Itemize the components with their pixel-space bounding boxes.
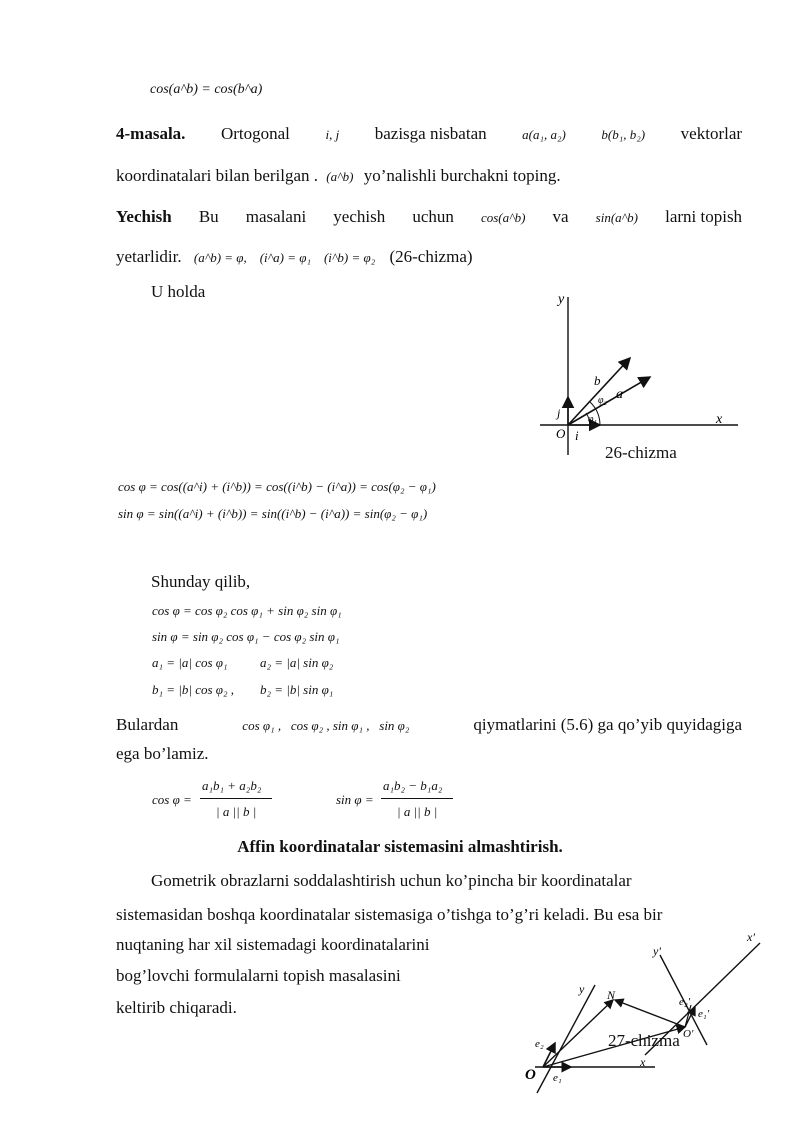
paragraph-line-3: nuqtaning har xil sistemadagi koordinatalarini <box>116 935 430 954</box>
fig27-label-e1p: e₁' <box>698 1008 710 1020</box>
fig27-label-e1: e₁ <box>553 1072 562 1084</box>
final-sin-lhs: sin φ = <box>336 792 374 807</box>
solution-word: yechish <box>333 207 386 226</box>
fig27-label-e2p: e₂' <box>679 996 691 1008</box>
final-cos-lhs: cos φ = <box>152 792 192 807</box>
fig27-label-N: N <box>607 988 616 1002</box>
task-text-b: bazisga nisbatan <box>374 124 487 143</box>
fig27-label-y: y <box>579 982 585 996</box>
u-holda: U holda <box>151 282 206 301</box>
solution-sin-expr: sin(a^b) <box>595 210 638 225</box>
paragraph-line-4: bog’lovchi formulalarni topish masalasini <box>116 966 401 985</box>
task-text-c: vektorlar <box>680 124 743 143</box>
label-phi1: φ₁ <box>588 414 598 425</box>
eq2-line-3: a₁ = |a| cos φ₁ a₂ = |a| sin φ₂ <box>152 655 334 670</box>
solution-ref: (26-chizma) <box>389 247 473 266</box>
figure-27-caption: 27-chizma <box>608 1031 680 1050</box>
solution-line-1 <box>116 207 742 227</box>
paragraph-line-5: keltirib chiqaradi. <box>116 998 237 1017</box>
bulardan-word: Bulardan <box>116 715 179 734</box>
final-cos-den: | a || b | <box>216 804 257 819</box>
solution-defs: (a^b) = φ, (i^a) = φ₁ (i^b) = φ₂ <box>193 250 376 265</box>
bulardan-values: cos φ₁ , cos φ₂ , sin φ₁ , sin φ₂ <box>242 718 410 733</box>
paragraph-line-1: Gometrik obrazlarni soddalashtirish uchun ko’pincha bir koordinatalar <box>151 871 632 890</box>
formula-cos-symmetry: cos(a^b) = cos(b^a) <box>150 82 263 97</box>
eq-sin-phi: sin φ = sin((a^i) + (i^b)) = sin((i^b) − (i^a)) = sin(φ₂ − φ₁) <box>118 506 428 521</box>
task-label: 4-masala. <box>116 124 186 143</box>
fig27-ON-prime-vector <box>615 1000 685 1027</box>
task-line2-a: koordinatalari bilan berilgan . <box>116 166 319 185</box>
final-cos-bar <box>200 798 272 799</box>
final-sin-num: a₁b₂ − b₁a₂ <box>383 778 443 793</box>
label-O: O <box>556 426 566 441</box>
task-line-2 <box>116 166 561 186</box>
solution-word: uchun <box>412 207 454 226</box>
solution-word: masalani <box>245 207 307 226</box>
solution-label: Yechish <box>116 207 172 226</box>
figure-26-caption: 26-chizma <box>605 443 677 462</box>
fig27-label-O2: O' <box>683 1028 694 1040</box>
task-vec-b: b(b₁, b₂) <box>601 127 646 142</box>
fig27-y-axis <box>537 985 595 1093</box>
label-i: i <box>575 428 579 443</box>
label-phi2: φ₂ <box>598 395 608 406</box>
solution-cos-expr: cos(a^b) <box>480 210 526 225</box>
eq-cos-phi: cos φ = cos((a^i) + (i^b)) = cos((i^b) − (i^a)) = cos(φ₂ − φ₁) <box>118 479 436 494</box>
fig27-label-x2: x' <box>747 930 755 944</box>
fig27-label-e2: e₂ <box>535 1038 544 1050</box>
bulardan-line-1 <box>116 715 742 735</box>
label-y: y <box>558 292 565 307</box>
task-line2-b: yo’nalishli burchakni toping. <box>363 166 561 185</box>
bulardan-line-2: ega bo’lamiz. <box>116 744 209 763</box>
label-j: j <box>557 406 561 420</box>
solution-yetarlidir: yetarlidir. <box>116 247 182 266</box>
task-line-1 <box>116 124 742 144</box>
solution-tail: larni topish <box>665 207 743 226</box>
final-sin-den: | a || b | <box>397 804 438 819</box>
task-angle: (a^b) <box>326 169 354 184</box>
final-sin-formula <box>336 778 496 828</box>
fig27-label-O: O <box>525 1067 536 1083</box>
figure-27 <box>515 925 775 1100</box>
final-sin-bar <box>381 798 453 799</box>
final-cos-num: a₁b₁ + a₂b₂ <box>202 778 262 793</box>
fig27-label-x: x <box>640 1055 646 1069</box>
section-title: Affin koordinatalar sistemasini almashtirish. <box>237 837 563 856</box>
solution-word: Bu <box>198 207 219 226</box>
eq2-line-1: cos φ = cos φ₂ cos φ₁ + sin φ₂ sin φ₁ <box>152 603 342 618</box>
final-cos-formula <box>152 778 312 828</box>
solution-va: va <box>552 207 569 226</box>
label-b: b <box>594 373 601 388</box>
eq2-line-4: b₁ = |b| cos φ₂ , b₂ = |b| sin φ₁ <box>152 682 334 697</box>
fig27-label-y2: y' <box>653 944 661 958</box>
task-basis: i, j <box>325 127 340 142</box>
task-text-a: Ortogonal <box>220 124 290 143</box>
figure-26 <box>530 285 750 460</box>
label-x: x <box>716 412 723 427</box>
eq2-line-2: sin φ = sin φ₂ cos φ₁ − cos φ₂ sin φ₁ <box>152 629 340 644</box>
task-vec-a: a(a₁, a₂) <box>522 127 566 142</box>
shunday-qilib: Shunday qilib, <box>151 572 251 591</box>
vector-a <box>568 377 650 425</box>
label-a: a <box>616 387 623 402</box>
paragraph-line-2: sistemasidan boshqa koordinatalar sistemasiga o’tishga to’g’ri keladi. Bu esa bir <box>116 905 663 924</box>
solution-line-2 <box>116 247 473 267</box>
bulardan-tail: qiymatlarini (5.6) ga qo’yib quyidagiga <box>473 715 743 734</box>
